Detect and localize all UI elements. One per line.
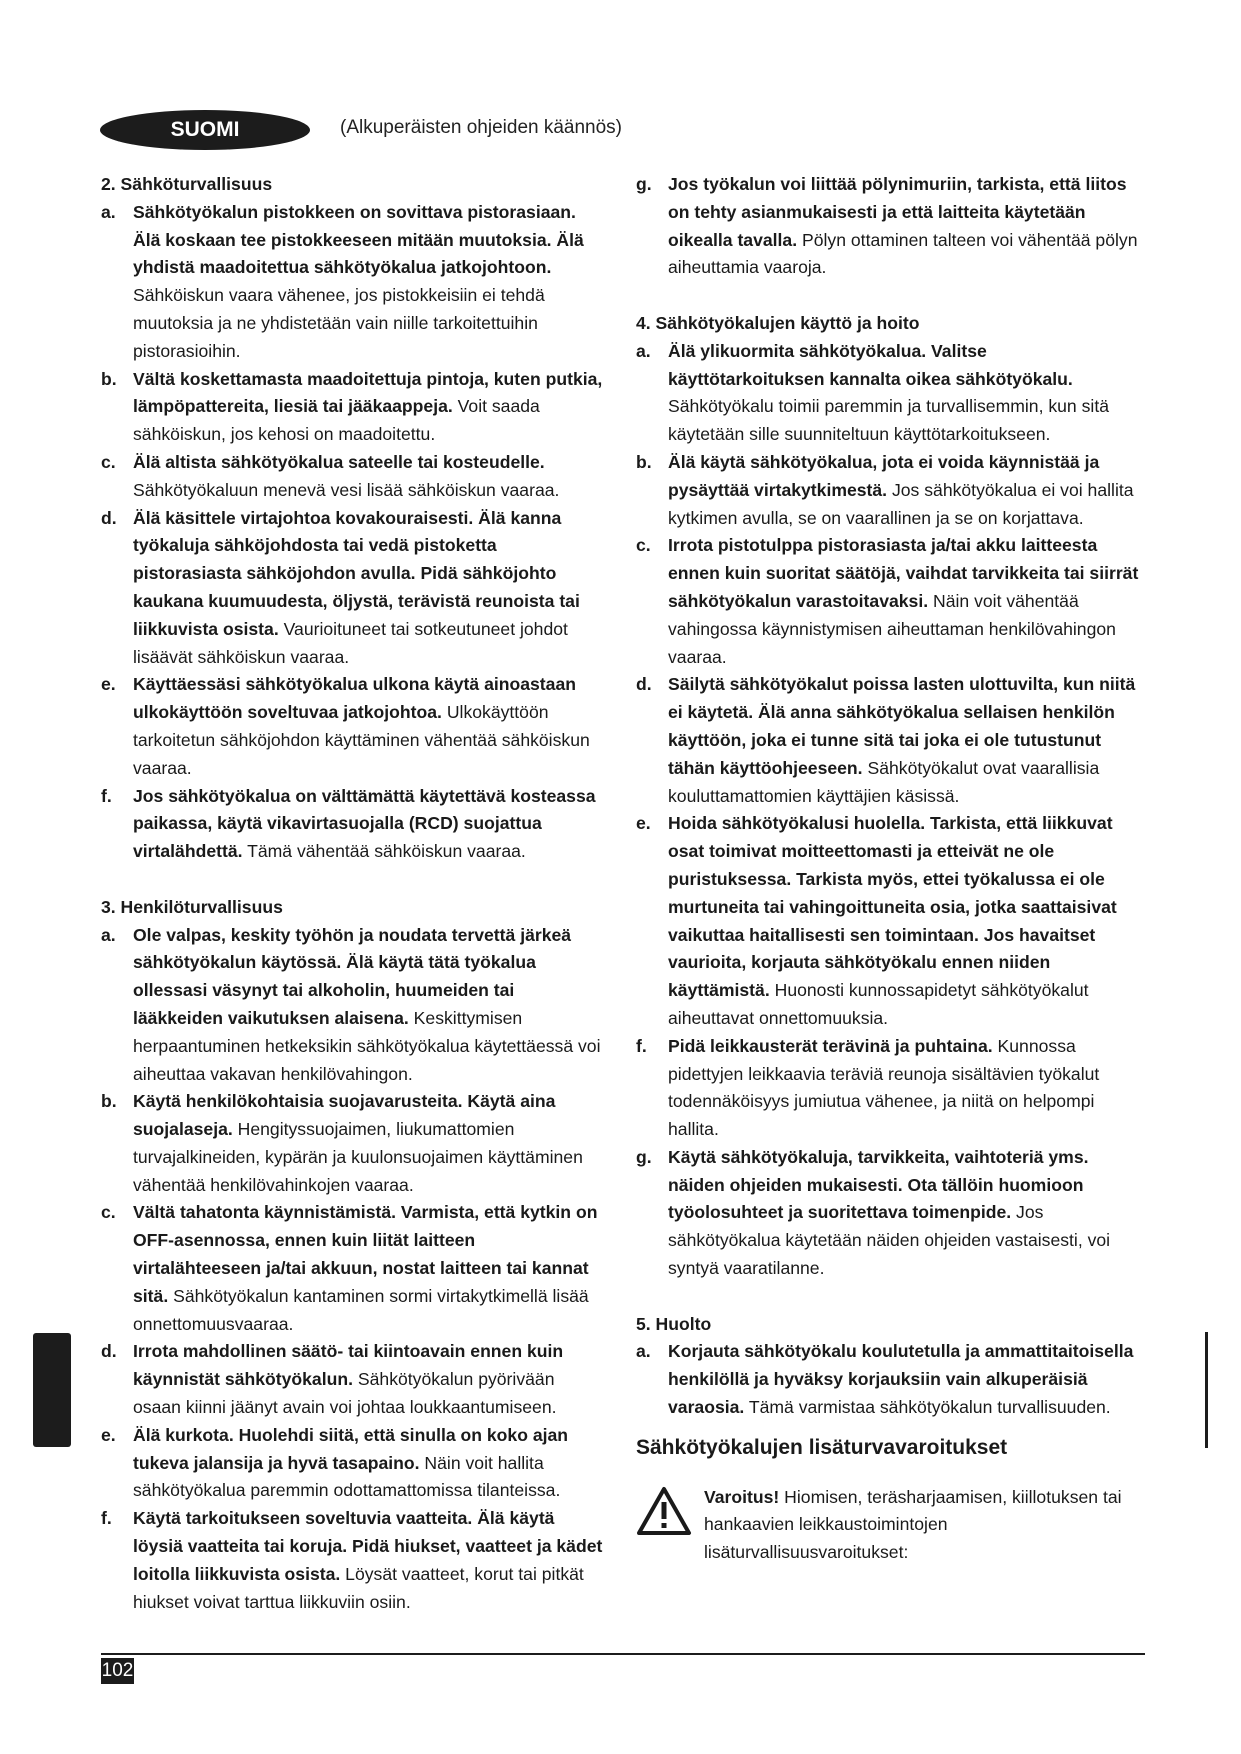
section-tool-use-title: 4. Sähkötyökalujen käyttö ja hoito	[636, 312, 920, 333]
list-item: b. Käytä henkilökohtaisia suojavarusteita. Käytä aina suojalaseja. Hengityssuojaimen, liukumattomien turvajalkineiden, kypärän ja kuulonsuojaimen käyttäminen vähentää henkilövahinkojen vaaraa.	[101, 1091, 583, 1195]
list-item: g. Käytä sähkötyökaluja, tarvikkeita, vaihtoteriä yms. näiden ohjeiden mukaisesti. Ota tällöin huomioon työolosuhteet ja suoritettava toimenpide. Jos sähkötyökalua käytetään näiden ohjeiden vastaisesti, voi syntyä vaaratilanne.	[636, 1146, 1111, 1279]
warning-text: Varoitus! Hiomisen, teräsharjaamisen, kiillotuksen tai hankaavien leikkaustoimintojen lisäturvallisuusvaroitukset:	[704, 1486, 1122, 1563]
right-column	[636, 171, 1146, 1567]
list-item: e. Älä kurkota. Huolehdi siitä, että sinulla on koko ajan tukeva jalansija ja hyvä tasapaino. Näin voit hallita sähkötyökalua paremmin odottamattomissa tilanteissa.	[101, 1424, 569, 1501]
section-service-title: 5. Huolto	[636, 1313, 712, 1334]
list-item: b. Älä käytä sähkötyökalua, jota ei voida käynnistää ja pysäyttää virtakytkimestä. Jos sähkötyökalua ei voi hallita kytkimen avulla, se on vaarallinen ja se on korjattava.	[636, 451, 1134, 528]
list-item: a. Ole valpas, keskity työhön ja noudata tervettä järkeä sähkötyökalun käytössä. Älä käytä tätä työkalua ollessasi väsynyt tai alkoholin, huumeiden tai lääkkeiden vaikutuksen alaisena. Keskittymisen herpaantuminen hetkeksikin sähkötyökalua käytettäessä voi aiheuttaa vakavan henkilövahingon.	[101, 924, 601, 1084]
footer-divider	[101, 1653, 1145, 1655]
list-item: f. Käytä tarkoitukseen soveltuvia vaatteita. Älä käytä löysiä vaatteita tai koruja. Pidä hiukset, vaatteet ja kädet loitolla liikkuvista osista. Löysät vaatteet, korut tai pitkät hiukset voivat tarttua liikkuviin osiin.	[101, 1508, 603, 1612]
list-item: d. Säilytä sähkötyökalut poissa lasten ulottuvilta, kun niitä ei käytetä. Älä anna sähkötyökalua sellaisen henkilön käyttöön, joka ei tunne sitä tai joka ei ole tutustunut tähän käyttöohjeeseen. Sähkötyökalut ovat vaarallisia kouluttamattomien käyttäjien käsissä.	[636, 674, 1136, 806]
list-item: c. Älä altista sähkötyökalua sateelle tai kosteudelle. Sähkötyökaluun menevä vesi lisää sähköiskun vaaraa.	[101, 451, 560, 500]
language-badge: SUOMI	[100, 110, 310, 150]
right-margin-rule	[1205, 1332, 1208, 1448]
list-item: e. Hoida sähkötyökalusi huolella. Tarkista, että liikkuvat osat toimivat moitteettomasti ja etteivät ne ole puristuksessa. Tarkista myös, ettei työkalussa ei ole murtuneita tai vahingoittuneita osia, jotka saattaisivat vaikuttaa haitallisesti sen toimintaan. Jos havaitset vaurioita, korjauta sähkötyökalu ennen niiden käyttämistä. Huonosti kunnossapidetyt sähkötyökalut aiheuttavat onnettomuuksia.	[636, 813, 1117, 1028]
warning-triangle-icon	[636, 1486, 692, 1536]
list-item: g. Jos työkalun voi liittää pölynimuriin, tarkista, että liitos on tehty asianmukaisesti ja että laitteita käytetään oikealla tavalla. Pölyn ottaminen talteen voi vähentää pölyn aiheuttamia vaaroja.	[636, 174, 1138, 278]
section-electrical-safety-title: 2. Sähköturvallisuus	[101, 174, 273, 194]
side-language-tab	[33, 1333, 71, 1447]
list-item: b. Vältä koskettamasta maadoitettuja pintoja, kuten putkia, lämpöpattereita, liesiä tai jääkaappeja. Voit saada sähköiskun, jos kehosi on maadoitettu.	[101, 368, 603, 445]
list-item: f. Jos sähkötyökalua on välttämättä käytettävä kosteassa paikassa, käytä vikavirtasuojalla (RCD) suojattua virtalähdettä. Tämä vähentää sähköiskun vaaraa.	[101, 785, 596, 862]
translation-subtitle: (Alkuperäisten ohjeiden käännös)	[340, 117, 623, 138]
left-column	[101, 171, 607, 1616]
warning-block	[636, 1484, 1146, 1567]
list-item: f. Pidä leikkausterät terävinä ja puhtaina. Kunnossa pidettyjen leikkaavia teräviä reunoja sisältävien työkalut todennäköisyys jumiutua vähenee, ja niitä on helpompi hallita.	[636, 1035, 1100, 1140]
list-item: a. Sähkötyökalun pistokkeen on sovittava pistorasiaan. Älä koskaan tee pistokkeeseen mitään muutoksia. Älä yhdistä maadoitettua sähkötyökalua jatkojohtoon. Sähköiskun vaara vähenee, jos pistokkeisiin ei tehdä muutoksia ja ne yhdistetään vain niille tarkoitettuihin pistorasioihin.	[101, 201, 584, 361]
additional-warnings-heading: Sähkötyökalujen lisäturvavaroitukset	[636, 1435, 1008, 1459]
section-personal-safety-title: 3. Henkilöturvallisuus	[101, 896, 283, 917]
list-item: d. Irrota mahdollinen säätö- tai kiintoavain ennen kuin käynnistät sähkötyökalun. Sähkötyökalun pyörivään osaan kiinni jäänyt avain voi johtaa loukkaantumiseen.	[101, 1341, 564, 1418]
list-item: c. Irrota pistotulppa pistorasiasta ja/tai akku laitteesta ennen kuin suoritat säätöjä, vaihdat tarvikkeita tai siirrät sähkötyökalun varastoitavaksi. Näin voit vähentää vahingossa käynnistymisen aiheuttaman henkilövahingon vaaraa.	[636, 535, 1139, 667]
list-item: a. Älä ylikuormita sähkötyökalua. Valitse käyttötarkoituksen kannalta oikea sähkötyökalu. Sähkötyökalu toimii paremmin ja turvallisemmin, kun sitä käytetään sille suunniteltuun käyttötarkoitukseen.	[636, 340, 1109, 445]
list-item: e. Käyttäessäsi sähkötyökalua ulkona käytä ainoastaan ulkokäyttöön soveltuvaa jatkojohtoa. Ulkokäyttöön tarkoitetun sähköjohdon käyttäminen vähentää sähköiskun vaaraa.	[101, 674, 590, 778]
list-item: c. Vältä tahatonta käynnistämistä. Varmista, että kytkin on OFF-asennossa, ennen kuin liität laitteen virtalähteeseen ja/tai akkuun, nostat laitteen tai kannat sitä. Sähkötyökalun kantaminen sormi virtakytkimellä lisää onnettomuusvaaraa.	[101, 1202, 598, 1334]
page-number: 102	[101, 1658, 134, 1684]
list-item: a. Korjauta sähkötyökalu koulutetulla ja ammattitaitoisella henkilöllä ja hyväksy korjauksiin vain alkuperäisiä varaosia. Tämä varmistaa sähkötyökalun turvallisuuden.	[636, 1341, 1134, 1418]
list-item: d. Älä käsittele virtajohtoa kovakouraisesti. Älä kanna työkaluja sähköjohdosta tai vedä pistoketta pistorasiasta sähköjohdon avulla. Pidä sähköjohto kaukana kuumuudesta, öljystä, terävistä reunoista tai liikkuvista osista. Vaurioituneet tai sotkeutuneet johdot lisäävät sähköiskun vaaraa.	[101, 507, 580, 667]
